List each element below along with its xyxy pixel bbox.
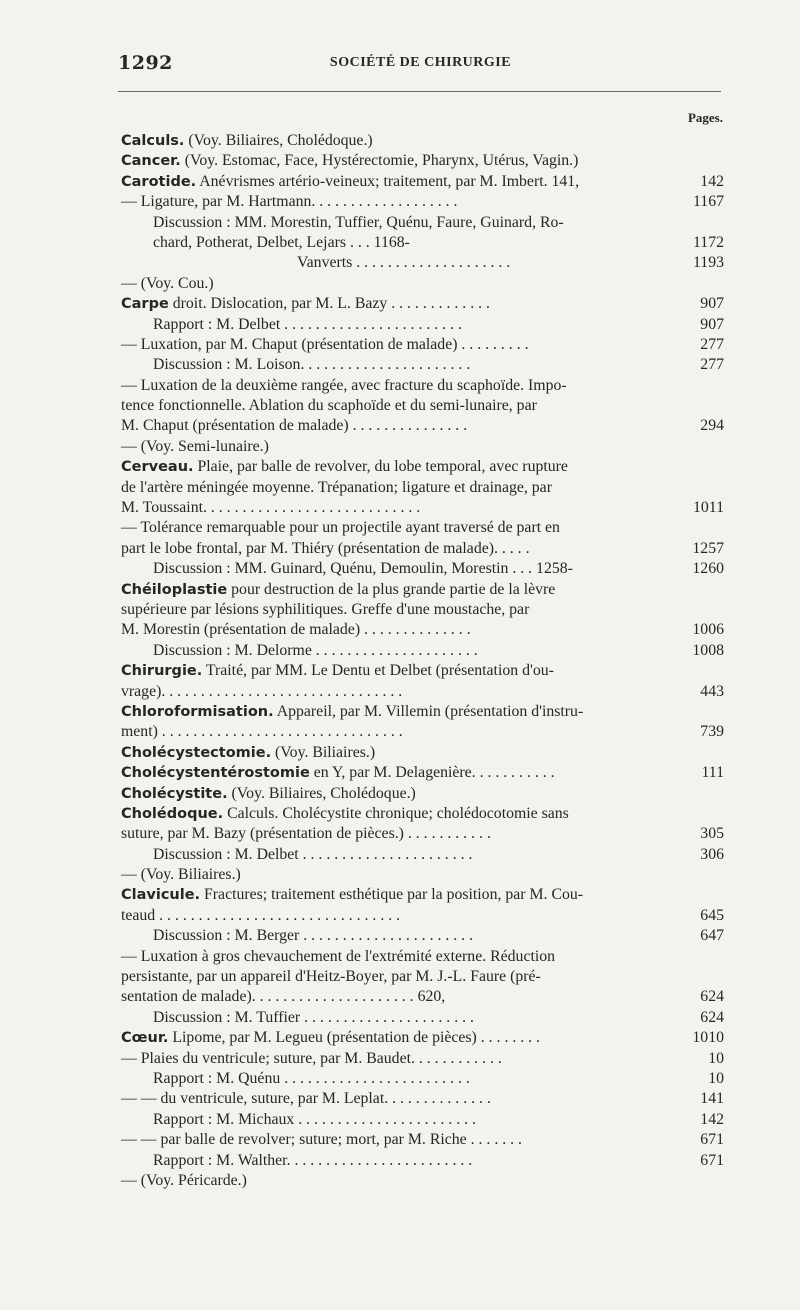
index-line <box>121 906 724 926</box>
page-reference: 10 <box>704 1049 724 1069</box>
index-text: Discussion : M. Berger . . . . . . . . . . . . . . . . . . . . . . <box>153 927 474 945</box>
header-rule <box>118 91 721 92</box>
index-line <box>121 355 724 375</box>
page-reference: 907 <box>696 315 724 335</box>
index-text: persistante, par un appareil d'Heitz-Boyer, par M. J.-L. Faure (pré- <box>121 968 541 986</box>
index-keyword: Carpe <box>121 296 169 313</box>
index-line <box>121 131 724 151</box>
index-keyword: Chirurgie. <box>121 663 203 680</box>
index-text: — Luxation de la deuxième rangée, avec fracture du scaphoïde. Impo- <box>121 376 567 394</box>
index-line <box>121 620 724 640</box>
index-line <box>121 1028 724 1048</box>
index-text: teaud . . . . . . . . . . . . . . . . . . . . . . . . . . . . . . . <box>121 906 401 924</box>
index-text: Calculs. Cholécystite chronique; cholédocotomie sans <box>223 804 569 822</box>
index-keyword: Chloroformisation. <box>121 703 274 720</box>
page-reference: 1010 <box>688 1028 724 1048</box>
index-line <box>121 335 724 355</box>
index-text: Traité, par MM. Le Dentu et Delbet (présentation d'ou- <box>202 662 554 680</box>
index-line <box>121 315 724 335</box>
page-reference: 10 <box>704 1069 724 1089</box>
index-line <box>121 192 724 212</box>
index-keyword: Cholécystectomie. <box>121 744 272 761</box>
page-reference: 739 <box>696 722 724 742</box>
index-line <box>121 498 724 518</box>
index-text: Appareil, par M. Villemin (présentation d'instru- <box>273 702 584 720</box>
index-line <box>121 539 724 559</box>
page-reference: 111 <box>697 763 724 783</box>
index-line <box>121 151 724 171</box>
running-title: SOCIÉTÉ DE CHIRURGIE <box>329 55 512 70</box>
index-text: — Luxation à gros chevauchement de l'extrémité externe. Réduction <box>121 947 556 965</box>
index-text: M. Toussaint. . . . . . . . . . . . . . . . . . . . . . . . . . . . <box>121 499 421 517</box>
page-reference: 671 <box>696 1130 724 1150</box>
index-text: (Voy. Estomac, Face, Hystérectomie, Pharynx, Utérus, Vagin.) <box>180 152 579 170</box>
index-line <box>121 253 724 273</box>
index-text: — (Voy. Biliaires.) <box>121 866 241 884</box>
index-line <box>121 376 724 396</box>
index-text: Discussion : M. Delorme . . . . . . . . . . . . . . . . . . . . . <box>153 641 478 659</box>
index-line <box>121 294 724 314</box>
index-keyword: Clavicule. <box>121 887 201 904</box>
index-line <box>121 580 724 600</box>
index-text: Discussion : M. Loison. . . . . . . . . . . . . . . . . . . . . . <box>153 356 471 374</box>
index-line <box>121 865 724 885</box>
index-line <box>121 722 724 742</box>
page-reference: 142 <box>696 1110 724 1130</box>
index-keyword: Cancer. <box>121 153 181 170</box>
index-line <box>121 763 724 783</box>
index-line <box>121 824 724 844</box>
index-text: Fractures; traitement esthétique par la position, par M. Cou- <box>200 886 584 904</box>
index-line <box>121 274 724 294</box>
page-reference: 294 <box>696 416 724 436</box>
page-reference: 647 <box>696 926 724 946</box>
index-text: vrage). . . . . . . . . . . . . . . . . . . . . . . . . . . . . . . <box>121 682 403 700</box>
index-text: droit. Dislocation, par M. L. Bazy . . . . . . . . . . . . . <box>168 295 490 313</box>
index-keyword: Cholécystite. <box>121 785 228 802</box>
index-line <box>121 518 724 538</box>
index-line <box>121 396 724 416</box>
index-text: Rapport : M. Michaux . . . . . . . . . . . . . . . . . . . . . . . <box>153 1110 476 1128</box>
page-reference: 624 <box>696 987 724 1007</box>
index-line <box>121 213 724 233</box>
page-reference: 1257 <box>688 539 724 559</box>
index-keyword: Cœur. <box>121 1030 169 1047</box>
index-text: Discussion : MM. Guinard, Quénu, Demoulin, Morestin . . . 1258- <box>153 560 573 578</box>
index-line <box>121 661 724 681</box>
page-reference: 907 <box>696 294 724 314</box>
index-text: pour destruction de la plus grande partie de la lèvre <box>227 580 556 598</box>
index-text: M. Morestin (présentation de malade) . . . . . . . . . . . . . . <box>121 621 471 639</box>
page-reference: 1193 <box>689 253 724 273</box>
index-text: Rapport : M. Quénu . . . . . . . . . . . . . . . . . . . . . . . . <box>153 1069 470 1087</box>
index-text: M. Chaput (présentation de malade) . . . . . . . . . . . . . . . <box>121 417 468 435</box>
index-text: de l'artère méningée moyenne. Trépanation; ligature et drainage, par <box>121 478 552 496</box>
index-line <box>121 641 724 661</box>
page-reference: 624 <box>696 1008 724 1028</box>
index-line <box>121 804 724 824</box>
index-line <box>121 437 724 457</box>
index-line <box>121 172 724 192</box>
index-text: Anévrismes artério-veineux; traitement, par M. Imbert. 141, <box>196 172 580 190</box>
index-line <box>121 743 724 763</box>
page-reference: 142 <box>696 172 724 192</box>
page-reference: 1172 <box>689 233 724 253</box>
index-text: Rapport : M. Delbet . . . . . . . . . . . . . . . . . . . . . . . <box>153 315 462 333</box>
index-line <box>121 1151 724 1171</box>
index-text: suture, par M. Bazy (présentation de pièces.) . . . . . . . . . . . <box>121 825 491 843</box>
index-text: chard, Potherat, Delbet, Lejars . . . 1168- <box>153 233 410 251</box>
page-reference: 671 <box>696 1151 724 1171</box>
index-line <box>121 478 724 498</box>
index-line <box>121 1110 724 1130</box>
index-line <box>121 967 724 987</box>
index-text: Discussion : M. Tuffier . . . . . . . . . . . . . . . . . . . . . . <box>153 1008 474 1026</box>
index-text: (Voy. Biliaires, Cholédoque.) <box>227 784 416 802</box>
index-line <box>121 1130 724 1150</box>
index-text: part le lobe frontal, par M. Thiéry (présentation de malade). . . . . <box>121 539 530 557</box>
index-text: sentation de malade). . . . . . . . . . . . . . . . . . . . . 620, <box>121 988 446 1006</box>
index-line <box>121 559 724 579</box>
index-line <box>121 987 724 1007</box>
index-keyword: Calculs. <box>121 133 185 149</box>
page-reference: 1011 <box>689 498 724 518</box>
index-line <box>121 926 724 946</box>
index-line <box>121 1008 724 1028</box>
page-reference: 277 <box>696 335 724 355</box>
index-text: ment) . . . . . . . . . . . . . . . . . . . . . . . . . . . . . . . <box>121 723 403 741</box>
index-text: — Tolérance remarquable pour un projectile ayant traversé de part en <box>121 519 560 537</box>
index-line <box>121 416 724 436</box>
page-reference: 645 <box>696 906 724 926</box>
page-reference: 1008 <box>688 641 724 661</box>
index-line <box>121 1049 724 1069</box>
index-text: — Luxation, par M. Chaput (présentation de malade) . . . . . . . . . <box>121 335 529 353</box>
index-line <box>121 1089 724 1109</box>
index-line <box>121 1171 724 1191</box>
index-text: — — du ventricule, suture, par M. Leplat. . . . . . . . . . . . . . <box>121 1090 491 1108</box>
index-line <box>121 682 724 702</box>
index-text: Discussion : M. Delbet . . . . . . . . . . . . . . . . . . . . . . <box>153 845 473 863</box>
index-line <box>121 1069 724 1089</box>
page-reference: 141 <box>696 1089 724 1109</box>
index-text: — (Voy. Péricarde.) <box>121 1171 247 1189</box>
index-text: tence fonctionnelle. Ablation du scaphoïde et du semi-lunaire, par <box>121 397 537 415</box>
index-keyword: Cholédoque. <box>121 805 224 822</box>
index-text: Rapport : M. Walther. . . . . . . . . . . . . . . . . . . . . . . . <box>153 1151 473 1169</box>
index-line <box>121 885 724 905</box>
index-line <box>121 233 724 253</box>
page-reference: 1167 <box>689 192 724 212</box>
index-line <box>121 845 724 865</box>
page-number: 1292 <box>118 52 173 74</box>
index-line <box>121 702 724 722</box>
index-line <box>121 600 724 620</box>
index-text: (Voy. Biliaires.) <box>271 743 376 761</box>
index-body <box>121 131 724 1191</box>
index-keyword: Cerveau. <box>121 459 194 476</box>
page-reference: 1260 <box>688 559 724 579</box>
page-reference: 305 <box>696 824 724 844</box>
index-text: Vanverts . . . . . . . . . . . . . . . . . . . . <box>297 254 511 272</box>
index-text: — (Voy. Cou.) <box>121 274 214 292</box>
index-keyword: Cholécystentérostomie <box>121 765 310 782</box>
index-text: Discussion : MM. Morestin, Tuffier, Quénu, Faure, Guinard, Ro- <box>153 213 564 231</box>
page-reference: 277 <box>696 355 724 375</box>
index-keyword: Chéiloplastie <box>121 581 228 598</box>
index-text: — — par balle de revolver; suture; mort, par M. Riche . . . . . . . <box>121 1131 522 1149</box>
page-header <box>118 52 723 76</box>
index-text: Plaie, par balle de revolver, du lobe temporal, avec rupture <box>193 458 568 476</box>
index-keyword: Carotide. <box>121 173 197 190</box>
index-text: supérieure par lésions syphilitiques. Greffe d'une moustache, par <box>121 600 530 618</box>
index-line <box>121 457 724 477</box>
index-line <box>121 947 724 967</box>
page-reference: 443 <box>696 682 724 702</box>
page-reference: 306 <box>696 845 724 865</box>
index-text: en Y, par M. Delagenière. . . . . . . . . . . <box>309 764 555 782</box>
index-text: Lipome, par M. Legueu (présentation de pièces) . . . . . . . . <box>168 1029 540 1047</box>
index-text: — Plaies du ventricule; suture, par M. Baudet. . . . . . . . . . . . <box>121 1049 502 1067</box>
index-line <box>121 784 724 804</box>
index-text: — Ligature, par M. Hartmann. . . . . . . . . . . . . . . . . . . <box>121 193 458 211</box>
index-text: (Voy. Biliaires, Cholédoque.) <box>184 132 373 149</box>
page-reference: 1006 <box>688 620 724 640</box>
pages-column-label: Pages. <box>687 110 723 125</box>
index-text: — (Voy. Semi-lunaire.) <box>121 437 269 455</box>
